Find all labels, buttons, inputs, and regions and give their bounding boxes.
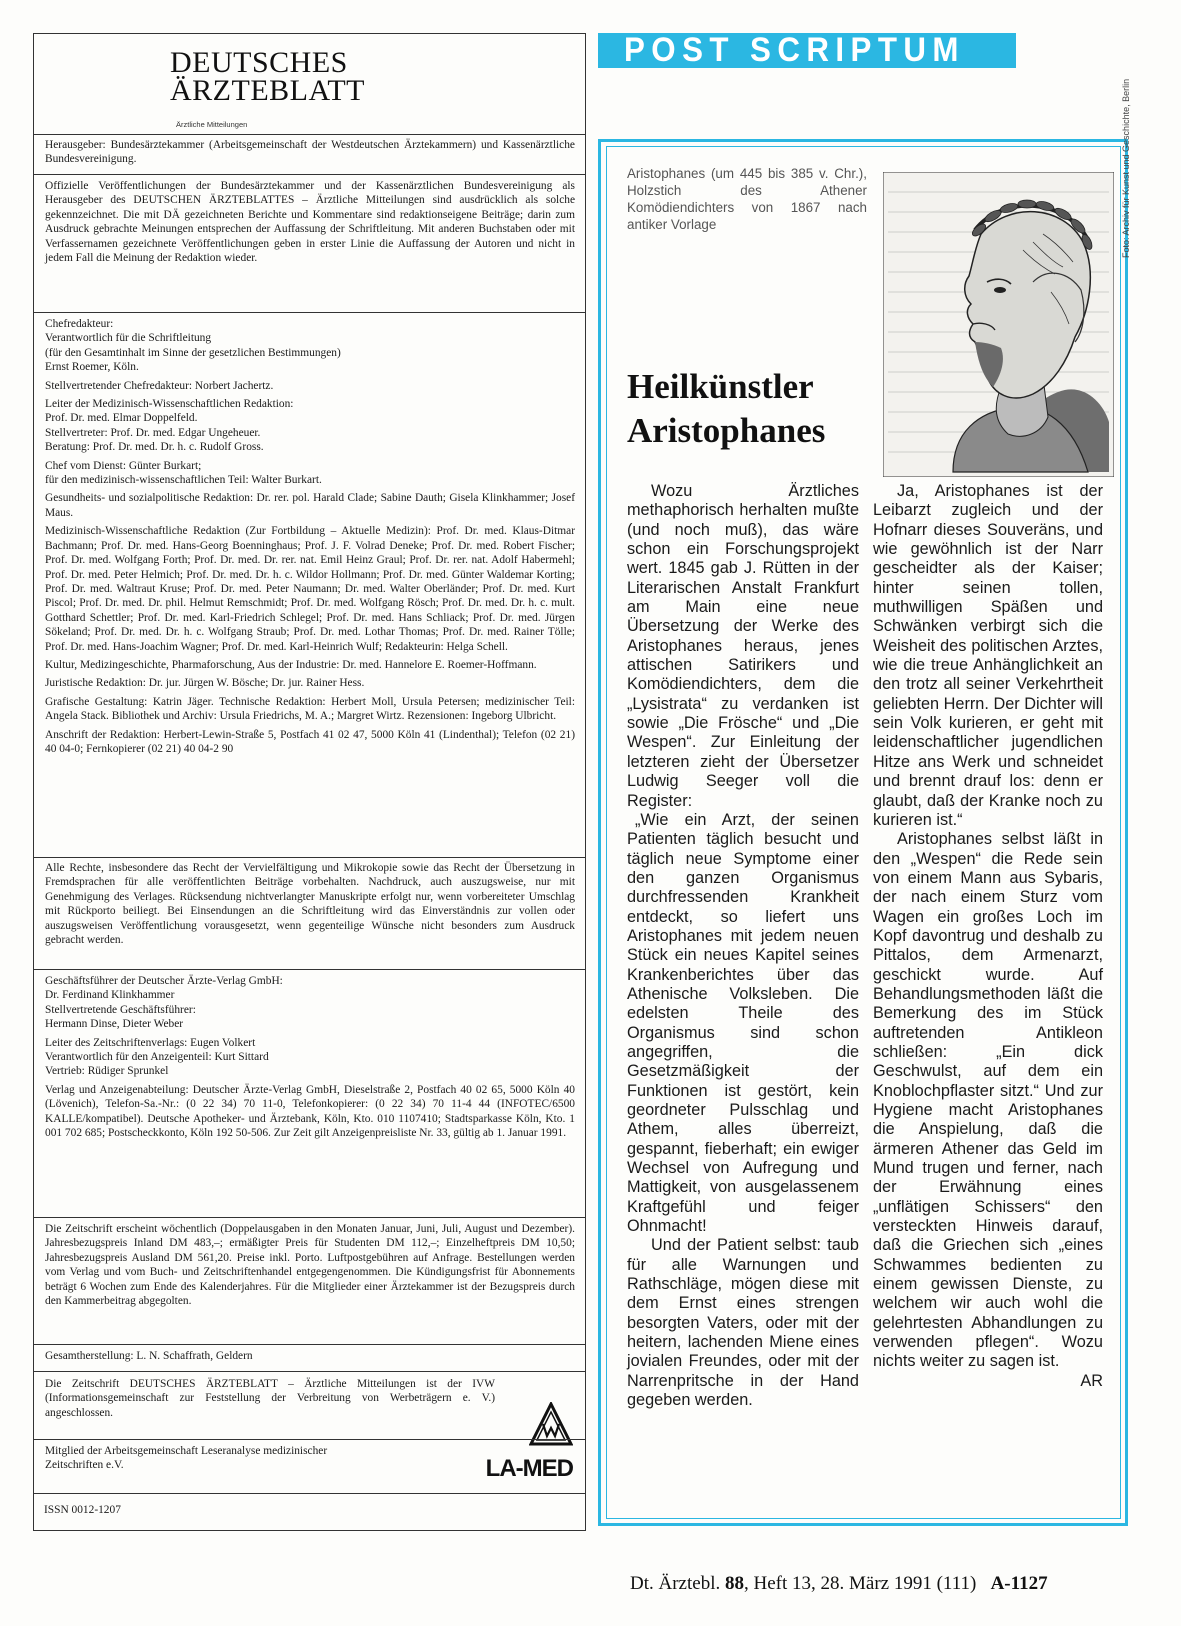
page-footer [630,1573,1048,1595]
paragraph: Aristophanes selbst läßt in den „Wespen“ die Rede sein von einem Mann aus Sybaris, der nach einem Sturz vom Wagen ein großes Loch im Kopf davontrug und deshalb zu Pittalos, dem Armenarzt, geschickt wurde. Auf Behandlungsmethoden läßt die Bemerkung des im Stück auftretenden Antikleon schließen: „Ein dick Geschwulst, auf dem ein Knoblochpflaster sitzt.“ Und zur Hygiene macht Aristophanes die Anspielung, daß die ärmeren Athener das Geld im Mund trugen und ferner, nach der Erwähnung eines „unflätigen Schissers“ den versteckten Hinweis darauf, daß die Griechen sich „eines Schwammes bedienten zu einem gewissen Dienste, zu welchem wir auch wohl die gelehrtesten Abhandlungen zu verwenden pflegen“. Wozu nichts weiter zu sagen ist. AR [873,830,1103,1390]
divider [34,1439,585,1440]
image-caption: Aristophanes (um 445 bis 385 v. Chr.), Holzstich des Athener Komödiendichters von 1867 nach antiker Vorlage [627,166,867,232]
divider [34,1493,585,1494]
divider [34,174,585,175]
masthead-subtitle: Ärztliche Mitteilungen [176,120,248,129]
divider [34,312,585,313]
issue-info: , Heft 13, 28. März 1991 (111) [743,1573,977,1594]
aristophanes-portrait-image [883,172,1114,477]
post-scriptum-banner [598,33,1016,68]
divider [34,1371,585,1372]
divider [34,969,585,970]
ivw-logo-icon [529,1402,573,1448]
lamed-section: Mitglied der Arbeitsgemeinschaft Leseranalyse medizinischer Zeitschriften e.V. [45,1445,328,1472]
headline-line1: Heilkünstler [627,367,814,406]
printing-section: Gesamtherstellung: L. N. Schaffrath, Geldern [45,1350,253,1362]
publisher-section: Herausgeber: Bundesärztekammer (Arbeitsgemeinschaft der Westdeutschen Ärztekammern) und Kassenärztliche Bundesvereinigung. [45,139,575,166]
official-publications-section: Offizielle Veröffentlichungen der Bundesärztekammer und der Kassenärztlichen Bundesvereinigung als Herausgeber des DEUTSCHEN ÄRZTEBLATTES – Ärztliche Mitteilungen sind ausdrücklich als solche gekennzeichnet. Die mit DÄ gezeichneten Berichte und Kommentare sind redaktionseigene Beiträge; darin zum Ausdruck gebrachte Meinungen entsprechen der Auffassung der Schriftleitung. Mit anderen Buchstaben oder mit Verfassernamen gezeichnete Veröffentlichungen geben in erster Linie die Auffassung der Autoren und nicht in jedem Fall die Meinung der Redaktion wieder. [45,180,575,265]
divider [34,134,585,135]
paragraph: Wozu Ärztliches methaphorisch herhalten mußte (und noch muß), das wäre schon ein Forschungsprojekt wert. 1845 gab J. Rütten in der Literarischen Anstalt Frankfurt am Main eine neue Übersetzung der Werke des Aristophanes heraus, jenes attischen Satirikers und Komödiendichters, dem die „Lysistrata“ zu verdanken ist sowie „Die Frösche“ und „Die Wespen“. Zur Einleitung der letzteren zieht der Übersetzer Ludwig Seeger voll die Register: [627,482,859,810]
headline-line2: Aristophanes [627,411,826,450]
masthead-line1: DEUTSCHES [170,46,348,79]
banner-title: POST SCRIPTUM [624,31,965,69]
journal-name: Dt. Ärztebl. [630,1573,721,1594]
ivw-section: Die Zeitschrift DEUTSCHES ÄRZTEBLATT – Ärztliche Mitteilungen ist der IVW (Informationsgemeinschaft zur Feststellung der Verbreitung von Werbeträgern e. V.) angeschlossen. [45,1378,495,1419]
lamed-logo: LA-MED [485,1455,573,1482]
article-column-1 [627,482,859,1411]
editorial-staff-section: Chefredakteur: Verantwortlich für die Schriftleitung (für den Gesamtinhalt im Sinne der gesetzlichen Bestimmungen) Ernst Roemer, Köln. Stellvertretender Chefredakteur: Norbert Jachertz. Leiter der Medizinisch-Wissenschaftlichen Redaktion: Prof. Dr. med. Elmar Doppelfeld. Stellvertreter: Prof. Dr. med. Edgar Ungeheuer. Beratung: Prof. Dr. med. Dr. h. c. Rudolf Gross. Chef vom Dienst: Günter Burkart; für den medizinisch-wissenschaftlichen Teil: Walter Burkart. Gesundheits- und sozialpolitische Redaktion: Dr. rer. pol. Harald Clade; Sabine Dauth; Gisela Klinkhammer; Josef Maus. Medizinisch-Wissenschaftliche Redaktion (Zur Fortbildung – Aktuelle Medizin): Prof. Dr. med. Klaus-Ditmar Bachmann; Prof. Dr. med. Hans-Georg Boenninghaus; Prof. J. F. Volrad Deneke; Prof. Dr. med. Robert Fischer; Prof. Dr. med. Wolfgang Forth; Prof. Dr. med. Dr. rer. nat. Emil Heinz Graul; Prof. Dr. rer. nat. Adolf Habermehl; Prof. Dr. med. Peter Helmich; Prof. Dr. med. Dr. h. c. Wildor Hollmann; Prof. Dr. med. Günter Waldemar Korting; Prof. Dr. med. Waltraut Kruse; Prof. Dr. med. Peter Naumann; Dr. med. Walter Oberländer; Prof. Dr. med. Kurt Piscol; Prof. Dr. med. Dr. phil. Helmut Remschmidt; Prof. Dr. med. Wolfgang Rösch; Prof. Dr. med. Dr. h. c. mult. Gotthard Schettler; Prof. Dr. med. Karl-Friedrich Schlegel; Prof. Dr. med. Hans Schliack; Prof. Dr. med. Jürgen Sökeland; Prof. Dr. med. Dr. h. c. Wolfgang Straub; Prof. Dr. med. Lothar Thomas; Prof. Dr. med. Rainer Tölle; Prof. Dr. med. Hans-Joachim Wagner; Prof. Dr. med. Karl-Heinrich Wulf; Redakteurin: Helga Schell. Kultur, Medizingeschichte, Pharmaforschung, Aus der Industrie: Dr. med. Hannelore E. Roemer-Hoffmann. Juristische Redaktion: Dr. jur. Jürgen W. Bösche; Dr. jur. Rainer Hess. Grafische Gestaltung: Katrin Jäger. Technische Redaktion: Herbert Moll, Ursula Petersen; medizinischer Teil: Angela Stack. Bibliothek und Archiv: Ursula Friedrichs, M. A.; Margret Wirtz. Rezensionen: Ingeborg Ulbricht. Anschrift der Redaktion: Herbert-Lewin-Straße 5, Postfach 41 02 47, 5000 Köln 41 (Lindenthal); Telefon (02 21) 40 04-0; Fernkopierer (02 21) 40 04-2 90 [45,318,575,755]
rights-section: Alle Rechte, insbesondere das Recht der Vervielfältigung und Mikrokopie sowie das Recht der Übersetzung in Fremdsprachen für alle veröffentlichten Beiträge vorbehalten. Nachdruck, auch auszugsweise, nur mit Genehmigung des Verlages. Rücksendung nichtverlangter Manuskripte erfolgt nur, wenn vorbereiteter Umschlag mit Rückporto beiliegt. Bei Einsendungen an die Schriftleitung wird das Einverständnis zur vollen oder auszugsweisen Veröffentlichung vorausgesetzt, wenn gegenteilige Wünsche nicht besonders zum Ausdruck gebracht werden. [45,862,575,947]
masthead-line2: ÄRZTEBLATT [170,74,365,107]
paragraph: Und der Patient selbst: taub für alle Warnungen und Rathschläge, mögen diese mit dem Ernst eines strengen besorgten Vaters, oder mit der heitern, lachenden Miene eines jovialen Freundes, oder mit der Narrenpritsche in der Hand gegeben werden. [627,1236,859,1410]
divider [34,1344,585,1345]
divider [34,1217,585,1218]
issn: ISSN 0012-1207 [44,1504,121,1516]
paragraph: Ja, Aristophanes ist der Leibarzt zugleich und der Hofnarr dieses Souveräns, und wie gewöhnlich ist der Narr gescheidter als der Kaiser; hinter seinen tollen, muthwilligen Späßen und Schwänken verbirgt sich die Weisheit des politischen Arztes, wie die treue Anhänglichkeit an den trotz all seiner Verkehrtheit geliebten Herrn. Der Dichter will sein Volk kurieren, er geht mit leidenschaftlicher jugendlichen Hitze ans Werk und schneidet und brennt drauf los: denn er glaubt, daß der Kranke noch zu kurieren ist.“ [873,482,1103,829]
volume-number: 88 [724,1573,744,1594]
page-number: A-1127 [990,1573,1048,1594]
subscription-section: Die Zeitschrift erscheint wöchentlich (Doppelausgaben in den Monaten Januar, Juni, Juli, August und Dezember). Jahresbezugspreis Inland DM 483,–; ermäßigter Preis für Studenten DM 112,–; Einzelheftpreis DM 10,50; Jahresbezugspreis Ausland DM 561,20. Preise inkl. Porto. Luftpostgebühren auf Anfrage. Bestellungen werden vom Verlag und vom Buch- und Zeitschriftenhandel entgegengenommen. Die Kündigungsfrist für Abonnements beträgt 6 Wochen zum Ende des Kalenderjahres. Für die Mitglieder einer Ärztekammer ist der Bezugspreis durch den Kammerbeitrag abgegolten. [45,1223,575,1308]
paragraph: „Wie ein Arzt, der seinen Patienten täglich besucht und täglich neue Symptome einer den ganzen Organismus durchfressenden Krankheit entdeckt, so liefert uns Aristophanes mit jedem neuen Stück ein neues Kapitel seines Krankenberichtes über das Athenische Volksleben. Die edelsten Theile des Organismus sind schon angegriffen, die Gesetzmäßigkeit der Funktionen ist gestört, kein geordneter Pulsschlag und Athem, alles überreizt, gespannt, fieberhaft; ein ewiger Wechsel von Aufregung und Mattigkeit, von ausgelassenem Kraftgefühl und feiger Ohnmacht! [627,810,859,1236]
publisher-management-section: Geschäftsführer der Deutscher Ärzte-Verlag GmbH: Dr. Ferdinand Klinkhammer Stellvertretende Geschäftsführer: Hermann Dinse, Dieter Weber Leiter des Zeitschriftenverlags: Eugen Volkert Verantwortlich für den Anzeigenteil: Kurt Sittard Vertrieb: Rüdiger Sprunkel Verlag und Anzeigenabteilung: Deutscher Ärzte-Verlag GmbH, Dieselstraße 2, Postfach 40 02 65, 5000 Köln 40 (Lövenich), Telefon-Sa.-Nr.: (0 22 34) 70 11-0, Telefonkopierer: (0 22 34) 70 11-4 44 (INFOTEC/6500 KALLE/kompatibel). Deutsche Apotheker- und Ärztebank, Köln, Kto. 010 1107410; Stadtsparkasse Köln, Kto. 1 001 702 685; Postscheckkonto, Köln 192 50-506. Zur Zeit gilt Anzeigenpreisliste Nr. 33, gültig ab 1. Januar 1991. [45,975,575,1140]
divider [34,857,585,858]
author-initials: AR [1080,1371,1103,1390]
photo-credit: Foto: Archiv für Kunst und Geschichte, Berlin [1121,78,1131,258]
article-headline [627,365,825,453]
article-column-2 [873,482,1103,1391]
impressum-box [33,33,586,1531]
